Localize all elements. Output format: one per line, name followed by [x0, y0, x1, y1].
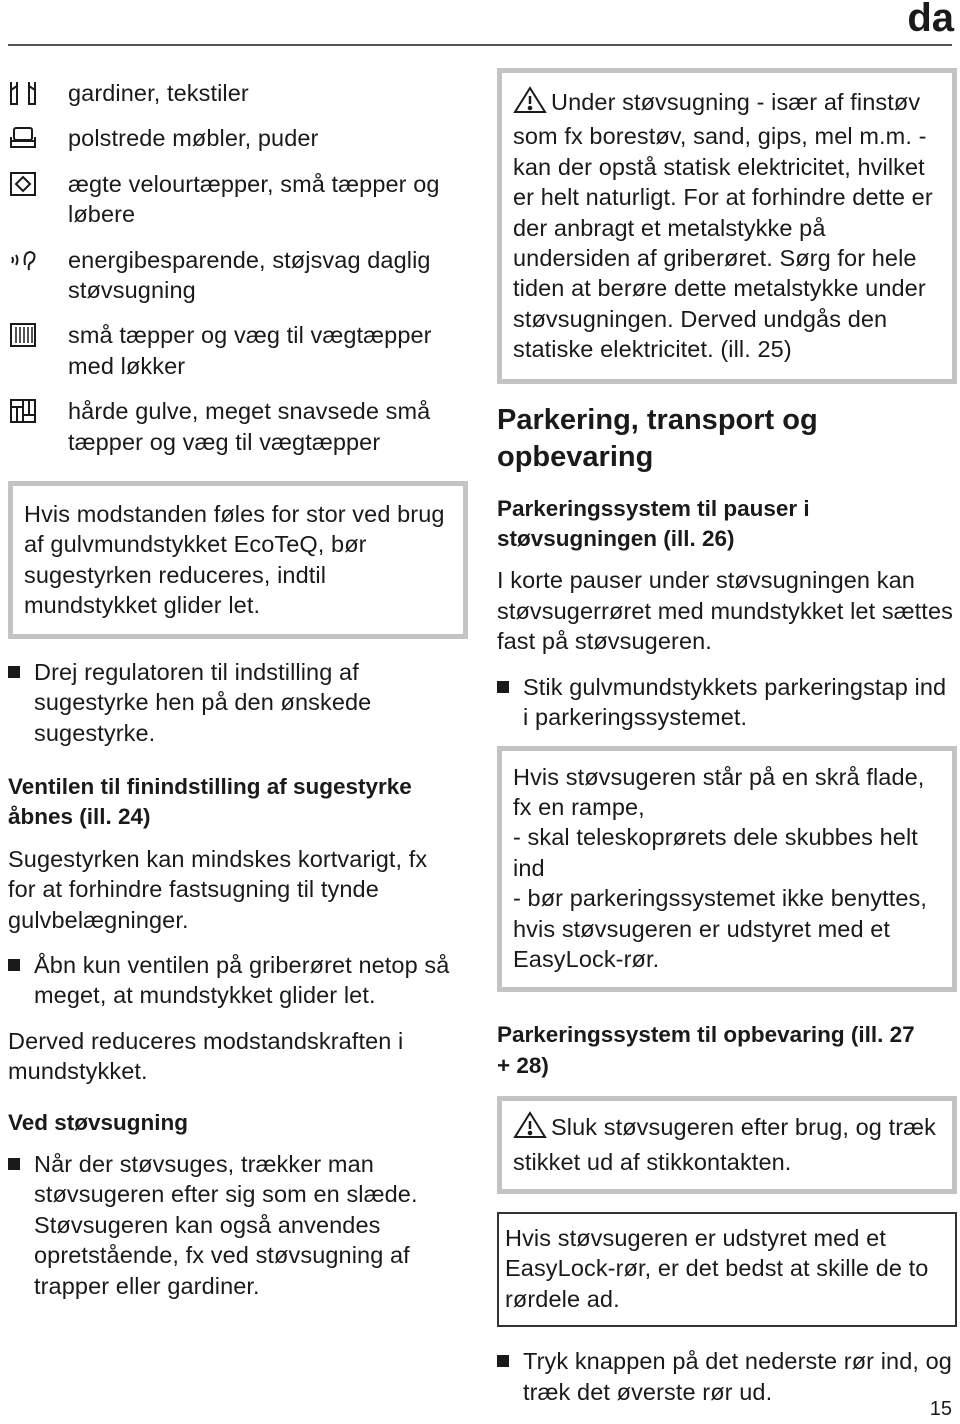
quiet-energy-icon [8, 245, 68, 275]
upholstery-icon [8, 123, 68, 153]
bullet-text: Drej regulatoren til indstilling af sugestyrke hen på den ønskede sugestyrke. [34, 658, 372, 746]
bullet-press-button [497, 1346, 957, 1407]
warning-text: Sluk støvsugeren efter brug, og træk stikket ud af stikkontakten. [513, 1114, 936, 1175]
icon-item-label: hårde gulve, meget snavsede små tæpper og væg til vægtæpper [68, 398, 431, 455]
bullet-open-valve [8, 950, 468, 1011]
bullet-text: Tryk knappen på det nederste rør ind, og træk det øverste rør ud. [523, 1348, 952, 1405]
hard-floor-icon [8, 396, 68, 426]
bullet-marker [8, 1158, 20, 1170]
icon-item-label: ægte velourtæpper, små tæpper og løbere [68, 170, 440, 228]
note-text: Hvis modstanden føles for stor ved brug af gulvmundstykket EcoTeQ, bør sugestyrken reduceres, indtil mundstykket glider let. [24, 501, 445, 619]
bullet-suction-regulator [8, 657, 468, 748]
bullet-marker [8, 666, 20, 678]
language-label: da [907, 0, 954, 40]
icon-item-hard-floor [8, 396, 468, 457]
page-number: 15 [929, 1398, 952, 1420]
warning-icon [513, 1111, 547, 1146]
warning-box-unplug [497, 1096, 957, 1194]
paragraph-reduce: Derved reduceres modstandskraften i mundstykket. [8, 1027, 404, 1085]
paragraph-valve: Sugestyrken kan mindskes kortvarigt, fx for at forhindre fastsugning til tynde gulvbelægninger. [8, 845, 428, 933]
icon-item-label: små tæpper og væg til vægtæpper med løkker [68, 322, 432, 379]
header-rule [8, 44, 952, 46]
pile-carpet-icon [8, 169, 68, 199]
bullet-marker [497, 1355, 509, 1367]
icon-item-label: gardiner, tekstiler [68, 80, 249, 106]
warning-icon [513, 86, 547, 121]
loop-rug-icon [8, 320, 68, 350]
icon-item-curtains [8, 78, 468, 108]
heading-valve: Ventilen til finindstilling af sugestyrke åbnes (ill. 24) [8, 773, 412, 830]
subheading-pause: Parkeringssystem til pauser i støvsugningen (ill. 26) [497, 495, 810, 552]
icon-item-loop-rug [8, 320, 468, 381]
warning-text: Under støvsugning - især af finstøv som fx borestøv, sand, gips, mel m.m. - kan der opstå statisk elektricitet, hvilket er helt naturligt. For at forhindre dette er der anbragt et metalstykke på undersiden af griberøret. Sørg for hele tiden at berøre dette metalstykke under støvsugningen. Derved undgås den statiske elektricitet. (ill. 25) [513, 89, 933, 363]
curtain-icon [8, 78, 68, 108]
easylock-note-text: Hvis støvsugeren er udstyret med et EasyLock-rør, er det bedst at skille de to rørdele ad. [505, 1224, 929, 1312]
paragraph-pause: I korte pauser under støvsugningen kan støvsugerrøret med mundstykket let sættes fast på støvsugeren. [497, 567, 953, 655]
bullet-text: Stik gulvmundstykkets parkeringstap ind i parkeringssystemet. [523, 673, 947, 731]
slope-note-text: Hvis støvsugeren står på en skrå flade, fx en rampe, - skal teleskoprørets dele skubbes helt ind - bør parkeringssystemet ikke benyttes, hvis støvsugeren er udstyret med et EasyLock-rør. [513, 763, 927, 972]
bullet-marker [497, 681, 509, 693]
bullet-text: Når der støvsuges, trækker man støvsugeren efter sig som en slæde. Støvsugeren kan også anvendes opretstående, fx ved støvsugning af trapper eller gardiner. [34, 1150, 418, 1299]
right-column [497, 68, 957, 1407]
bullet-sled [8, 1149, 468, 1301]
subheading-storage: Parkeringssystem til opbevaring (ill. 27 + 28) [497, 1022, 915, 1078]
bullet-marker [8, 959, 20, 971]
icon-item-label: polstrede møbler, puder [68, 125, 319, 152]
icon-item-upholstery [8, 123, 468, 153]
bullet-insert-pin [497, 672, 957, 733]
icon-item-label: energibesparende, støjsvag daglig støvsugning [68, 246, 431, 304]
left-column [8, 74, 468, 1301]
warning-box-static [497, 68, 957, 384]
heading-vacuuming: Ved støvsugning [8, 1109, 189, 1135]
icon-item-pile-carpet [8, 169, 468, 230]
slope-note-box [497, 746, 957, 993]
heading-parking: Parkering, transport og opbevaring [497, 403, 818, 473]
easylock-note-box [497, 1212, 957, 1327]
bullet-text: Åbn kun ventilen på griberøret netop så meget, at mundstykket glider let. [34, 951, 450, 1009]
note-box [8, 481, 468, 639]
icon-item-quiet [8, 245, 468, 306]
